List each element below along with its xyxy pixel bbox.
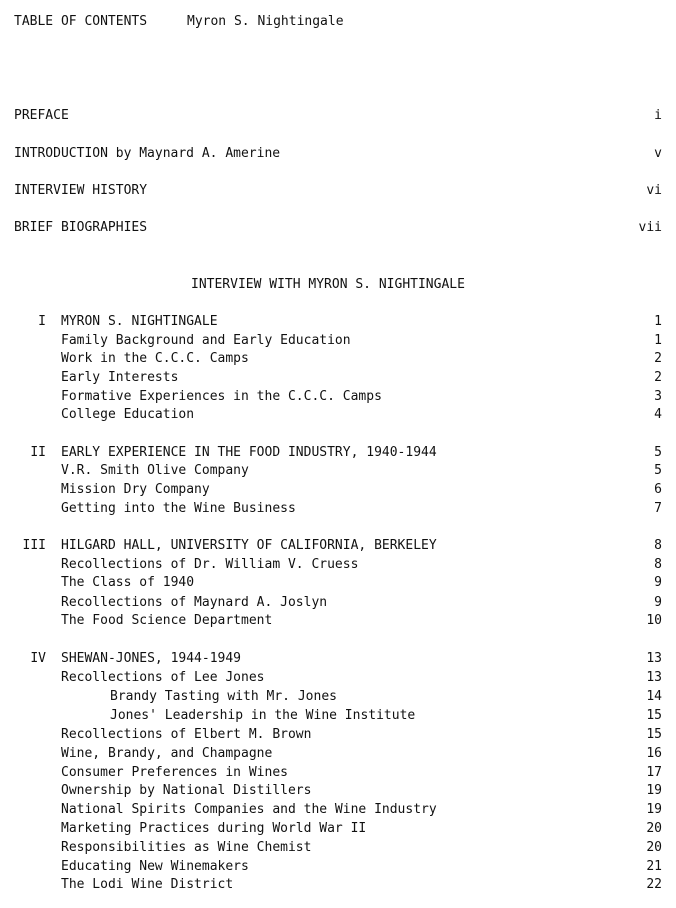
toc-entry bbox=[0, 821, 676, 839]
toc-entry-text: Wine, Brandy, and Champagne bbox=[61, 746, 273, 761]
toc-entry-text: The Lodi Wine District bbox=[61, 877, 234, 892]
chapter-title: MYRON S. NIGHTINGALE bbox=[61, 314, 218, 329]
toc-entry-page: 9 bbox=[654, 575, 662, 590]
toc-entry-page: 7 bbox=[654, 501, 662, 516]
toc-entry bbox=[0, 575, 676, 593]
chapter-page: 8 bbox=[654, 538, 662, 553]
toc-entry-page: 9 bbox=[654, 595, 662, 610]
front-matter-page: vi bbox=[646, 183, 662, 198]
toc-entry-page: 15 bbox=[646, 727, 662, 742]
page-title: TABLE OF CONTENTS bbox=[14, 14, 148, 29]
chapter-heading bbox=[0, 314, 676, 332]
toc-entry-text: Recollections of Maynard A. Joslyn bbox=[61, 595, 328, 610]
toc-entry bbox=[0, 783, 676, 801]
toc-entry-page: 21 bbox=[646, 859, 662, 874]
toc-entry-page: 16 bbox=[646, 746, 662, 761]
toc-entry-page: 10 bbox=[646, 613, 662, 628]
toc-entry-page: 4 bbox=[654, 407, 662, 422]
toc-entry bbox=[0, 501, 676, 519]
chapter-title: EARLY EXPERIENCE IN THE FOOD INDUSTRY, 1940-1944 bbox=[61, 445, 437, 460]
toc-entry-text: Work in the C.C.C. Camps bbox=[61, 351, 249, 366]
chapter-numeral: IV bbox=[30, 651, 46, 666]
toc-entry bbox=[0, 407, 676, 425]
toc-subentry-text: Jones' Leadership in the Wine Institute bbox=[110, 708, 416, 723]
toc-entry bbox=[0, 351, 676, 369]
toc-entry-text: Getting into the Wine Business bbox=[61, 501, 296, 516]
toc-subentry bbox=[0, 689, 676, 707]
toc-entry-text: Mission Dry Company bbox=[61, 482, 210, 497]
front-matter-item bbox=[0, 146, 676, 164]
interviewee-name: Myron S. Nightingale bbox=[187, 14, 344, 29]
toc-entry bbox=[0, 389, 676, 407]
toc-entry-page: 17 bbox=[646, 765, 662, 780]
chapter-page: 1 bbox=[654, 314, 662, 329]
toc-entry-page: 8 bbox=[654, 557, 662, 572]
toc-subentry bbox=[0, 708, 676, 726]
front-matter-item bbox=[0, 108, 676, 126]
toc-entry-page: 5 bbox=[654, 463, 662, 478]
chapter-page: 5 bbox=[654, 445, 662, 460]
toc-subentry-page: 15 bbox=[646, 708, 662, 723]
chapter-heading bbox=[0, 445, 676, 463]
chapter-numeral: II bbox=[30, 445, 46, 460]
toc-entry-text: Recollections of Lee Jones bbox=[61, 670, 265, 685]
front-matter-label: INTRODUCTION by Maynard A. Amerine bbox=[14, 146, 281, 161]
toc-entry bbox=[0, 765, 676, 783]
toc-entry-text: Recollections of Dr. William V. Cruess bbox=[61, 557, 359, 572]
toc-entry bbox=[0, 333, 676, 351]
toc-entry-text: Marketing Practices during World War II bbox=[61, 821, 367, 836]
toc-entry-page: 3 bbox=[654, 389, 662, 404]
toc-entry-text: Recollections of Elbert M. Brown bbox=[61, 727, 312, 742]
toc-entry bbox=[0, 877, 676, 895]
toc-entry bbox=[0, 557, 676, 575]
toc-entry-page: 20 bbox=[646, 821, 662, 836]
chapter-page: 13 bbox=[646, 651, 662, 666]
front-matter-label: PREFACE bbox=[14, 108, 69, 123]
front-matter-label: INTERVIEW HISTORY bbox=[14, 183, 148, 198]
toc-entry bbox=[0, 613, 676, 631]
toc-entry-page: 20 bbox=[646, 840, 662, 855]
chapter-numeral: I bbox=[38, 314, 46, 329]
interview-heading: INTERVIEW WITH MYRON S. NIGHTINGALE bbox=[191, 277, 465, 292]
toc-entry-text: Educating New Winemakers bbox=[61, 859, 249, 874]
front-matter-item bbox=[0, 220, 676, 238]
toc-subentry-page: 14 bbox=[646, 689, 662, 704]
toc-entry-text: Responsibilities as Wine Chemist bbox=[61, 840, 312, 855]
toc-entry-text: Formative Experiences in the C.C.C. Camps bbox=[61, 389, 382, 404]
toc-entry-page: 13 bbox=[646, 670, 662, 685]
front-matter-page: i bbox=[654, 108, 662, 123]
toc-entry bbox=[0, 463, 676, 481]
front-matter-label: BRIEF BIOGRAPHIES bbox=[14, 220, 148, 235]
toc-entry-page: 19 bbox=[646, 802, 662, 817]
toc-subentry-text: Brandy Tasting with Mr. Jones bbox=[110, 689, 337, 704]
toc-entry-text: National Spirits Companies and the Wine Industry bbox=[61, 802, 437, 817]
toc-entry-page: 22 bbox=[646, 877, 662, 892]
front-matter-item bbox=[0, 183, 676, 201]
toc-entry-text: The Class of 1940 bbox=[61, 575, 195, 590]
toc-entry bbox=[0, 482, 676, 500]
toc-entry bbox=[0, 370, 676, 388]
toc-entry-page: 1 bbox=[654, 333, 662, 348]
chapter-heading bbox=[0, 651, 676, 669]
chapter-title: SHEWAN-JONES, 1944-1949 bbox=[61, 651, 242, 666]
toc-entry bbox=[0, 840, 676, 858]
toc-entry-page: 2 bbox=[654, 351, 662, 366]
front-matter-page: vii bbox=[638, 220, 662, 235]
toc-entry bbox=[0, 595, 676, 613]
toc-entry-text: Family Background and Early Education bbox=[61, 333, 351, 348]
chapter-numeral: III bbox=[22, 538, 46, 553]
toc-entry-text: Ownership by National Distillers bbox=[61, 783, 312, 798]
toc-entry bbox=[0, 670, 676, 688]
toc-entry-text: Early Interests bbox=[61, 370, 179, 385]
toc-entry-text: College Education bbox=[61, 407, 195, 422]
toc-entry bbox=[0, 859, 676, 877]
toc-entry-text: The Food Science Department bbox=[61, 613, 273, 628]
toc-entry bbox=[0, 727, 676, 745]
chapter-title: HILGARD HALL, UNIVERSITY OF CALIFORNIA, BERKELEY bbox=[61, 538, 437, 553]
toc-entry-text: V.R. Smith Olive Company bbox=[61, 463, 249, 478]
toc-entry bbox=[0, 746, 676, 764]
toc-entry-page: 19 bbox=[646, 783, 662, 798]
front-matter-page: v bbox=[654, 146, 662, 161]
toc-entry-text: Consumer Preferences in Wines bbox=[61, 765, 288, 780]
chapter-heading bbox=[0, 538, 676, 556]
toc-entry-page: 2 bbox=[654, 370, 662, 385]
toc-entry-page: 6 bbox=[654, 482, 662, 497]
toc-entry bbox=[0, 802, 676, 820]
